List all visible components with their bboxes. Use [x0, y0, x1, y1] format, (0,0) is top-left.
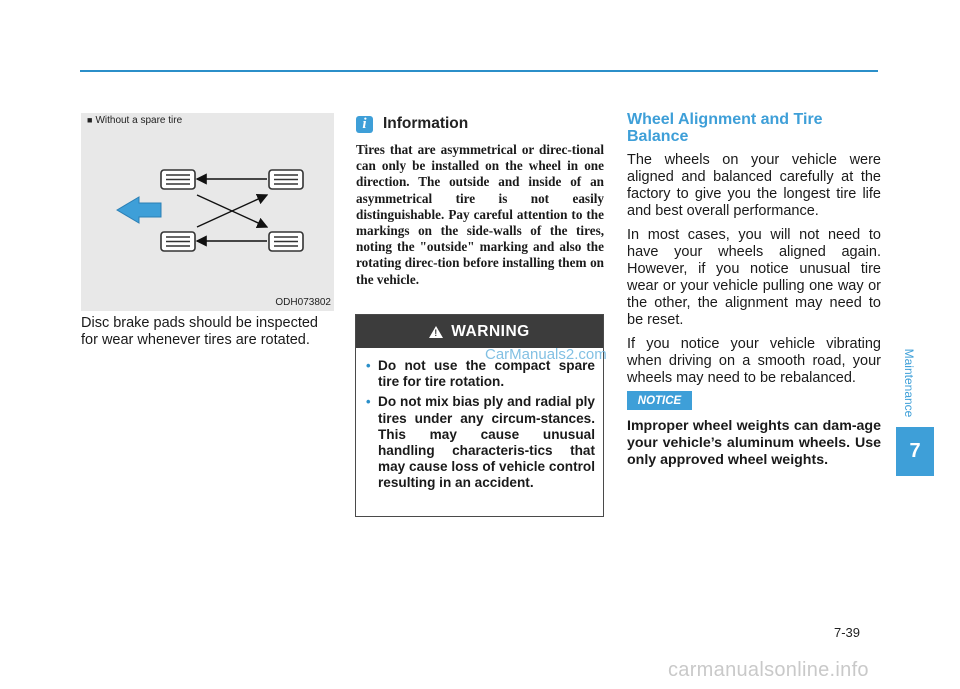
- direction-arrow-icon: [117, 197, 161, 223]
- warning-item: • Do not use the compact spare tire for tire rotation.: [366, 358, 595, 390]
- wheel-alignment-body: [627, 152, 881, 394]
- paragraph: The wheels on your vehicle were aligned and balanced carefully at the factory to give you the longest tire life and best overall performance.: [627, 152, 881, 219]
- tire-rotation-diagram: [81, 113, 334, 311]
- figure-caption: ■ Without a spare tire: [87, 115, 183, 126]
- chapter-side-label: Maintenance: [902, 348, 916, 417]
- warning-box: [355, 314, 604, 517]
- tire-rotation-figure: [81, 113, 334, 311]
- figure-code: ODH073802: [275, 297, 331, 308]
- tire-icon: [269, 232, 303, 251]
- notice-badge: NOTICE: [627, 391, 692, 410]
- information-body: Tires that are asymmetrical or direc-tional can only be installed on the wheel in one direction. The outside and inside of an asymmetrical tire is not easily distinguishable. Pay careful attention to the markings on the side-walls of the tires, noting the "outside" marking and also the rotating direc-tion before installing them on the vehicle.: [356, 142, 604, 287]
- notice-text: Improper wheel weights can dam-age your vehicle’s aluminum wheels. Use only approved wheel weights.: [627, 418, 881, 468]
- chapter-tab: 7: [896, 427, 934, 476]
- information-title: Information: [383, 115, 469, 132]
- page-number: 7-39: [834, 625, 861, 640]
- bullet-icon: •: [366, 358, 371, 373]
- tire-icon: [161, 170, 195, 189]
- bullet-icon: •: [366, 394, 371, 410]
- wheel-alignment-title: Wheel Alignment and Tire Balance: [627, 111, 823, 145]
- warning-triangle-icon: [429, 326, 443, 338]
- footer-url: carmanualsonline.info: [668, 659, 869, 681]
- tire-icon: [161, 232, 195, 251]
- warning-header: [356, 315, 603, 348]
- brake-pads-text: Disc brake pads should be inspected for wear whenever tires are rotated.: [81, 315, 318, 348]
- warning-item: • Do not mix bias ply and radial ply tires under any circum-stances. This may cause unusual handling characteris-tics that may cause loss of vehicle control resulting in an accident.: [366, 394, 595, 491]
- top-rule: [80, 70, 878, 72]
- warning-title: WARNING: [451, 322, 530, 340]
- info-icon: i: [356, 116, 373, 133]
- paragraph: If you notice your vehicle vibrating when driving on a smooth road, your wheels may need to be rebalanced.: [627, 336, 881, 386]
- watermark: CarManuals2.com: [485, 346, 607, 363]
- tire-icon: [269, 170, 303, 189]
- information-heading: [356, 113, 468, 135]
- paragraph: In most cases, you will not need to have your wheels aligned again. However, if you notice unusual tire wear or your vehicle pulling one way or the other, the alignment may need to be reset.: [627, 227, 881, 328]
- warning-list: [366, 358, 595, 492]
